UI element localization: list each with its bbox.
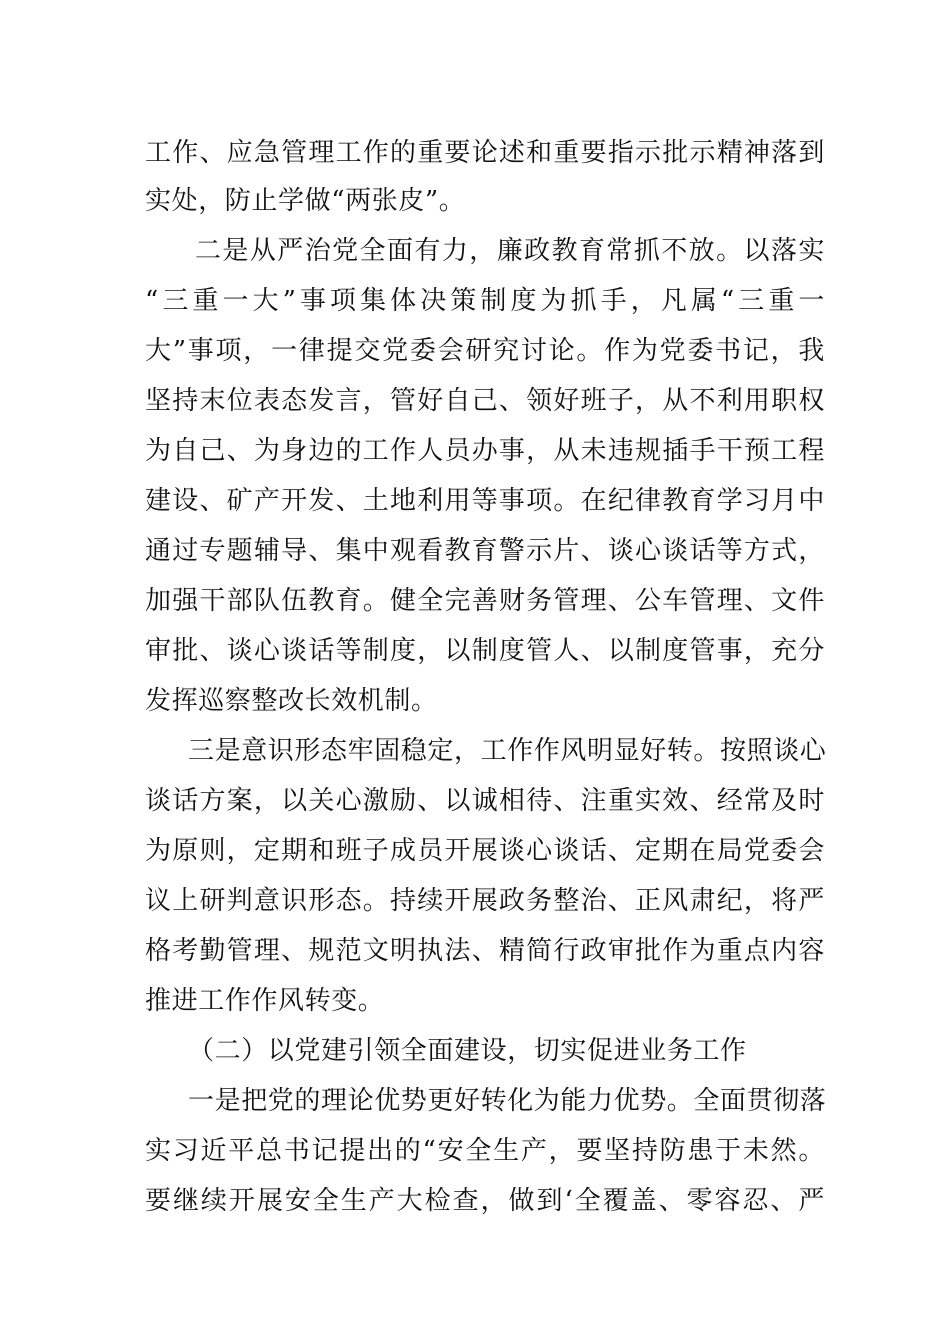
text-line: 实习近平总书记提出的“安全生产，要坚持防患于未然。 xyxy=(145,1136,825,1166)
section-heading: （二）以党建引领全面建设，切实促进业务工作 xyxy=(188,1036,747,1066)
text-line: 为自己、为身边的工作人员办事，从未违规插手干预工程 xyxy=(145,436,825,466)
text-line: 发挥巡察整改长效机制。 xyxy=(145,686,438,716)
text-line: 为原则，定期和班子成员开展谈心谈话、定期在局党委会 xyxy=(145,836,825,866)
text-line: 推进工作作风转变。 xyxy=(145,986,385,1016)
paragraph-start-line: 一是把党的理论优势更好转化为能力优势。全面贯彻落 xyxy=(188,1086,827,1116)
text-line: 大”事项，一律提交党委会研究讨论。作为党委书记，我 xyxy=(145,336,825,366)
text-line: 建设、矿产开发、土地利用等事项。在纪律教育学习月中 xyxy=(145,486,825,516)
text-line: 议上研判意识形态。持续开展政务整治、正风肃纪，将严 xyxy=(145,886,825,916)
text-line: 实处，防止学做“两张皮”。 xyxy=(145,186,466,216)
text-line: 审批、谈心谈话等制度，以制度管人、以制度管事，充分 xyxy=(145,636,825,666)
text-line: “三重一大”事项集体决策制度为抓手，凡属“三重一 xyxy=(145,286,825,316)
text-line: 工作、应急管理工作的重要论述和重要指示批示精神落到 xyxy=(145,138,825,168)
text-line: 格考勤管理、规范文明执法、精简行政审批作为重点内容 xyxy=(145,936,825,966)
text-line: 坚持末位表态发言，管好自己、领好班子，从不利用职权 xyxy=(145,386,825,416)
text-line: 谈话方案，以关心激励、以诚相待、注重实效、经常及时 xyxy=(145,786,825,816)
paragraph-start-line: 三是意识形态牢固稳定，工作作风明显好转。按照谈心 xyxy=(188,736,827,766)
text-line: 要继续开展安全生产大检查，做到‘全覆盖、零容忍、严 xyxy=(145,1186,825,1216)
text-line: 通过专题辅导、集中观看教育警示片、谈心谈话等方式， xyxy=(145,536,825,566)
paragraph-start-line: 二是从严治党全面有力，廉政教育常抓不放。以落实 xyxy=(195,236,825,266)
text-line: 加强干部队伍教育。健全完善财务管理、公车管理、文件 xyxy=(145,586,825,616)
